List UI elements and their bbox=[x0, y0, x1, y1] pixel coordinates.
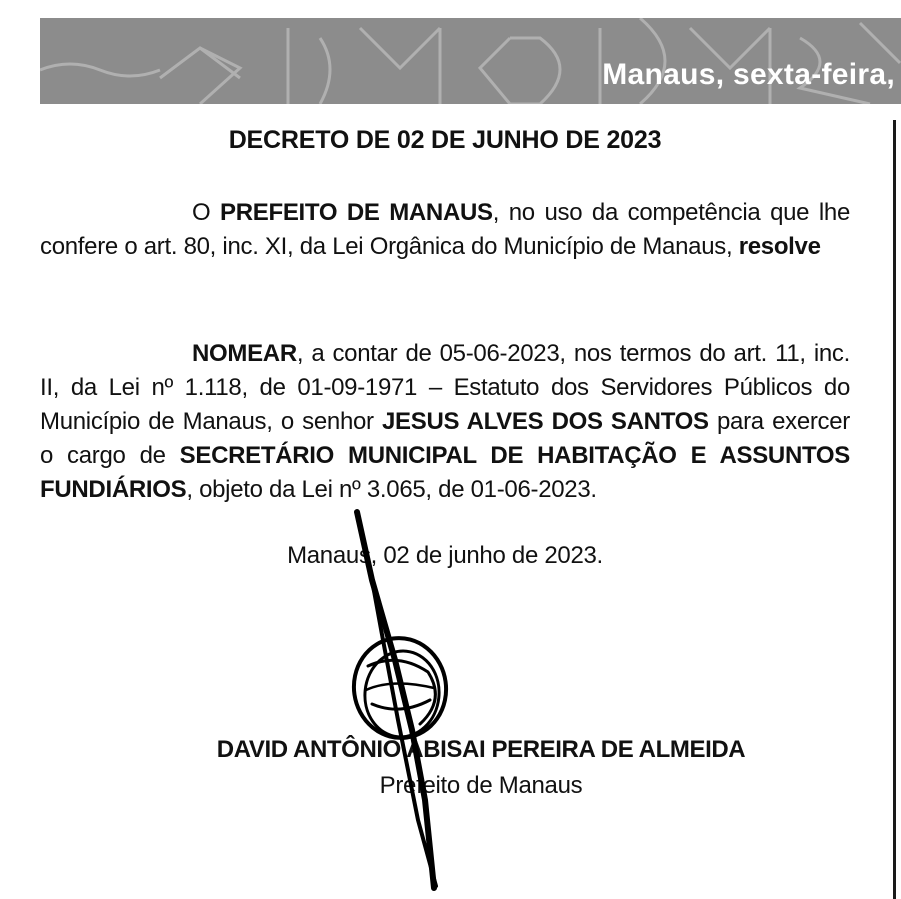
decree-paragraph-2 bbox=[40, 337, 850, 507]
para1-text-2: , no uso da competência que lhe confere o art. 80, inc. XI, da Lei Orgânica do Município de Manaus, bbox=[40, 199, 850, 260]
signatory-role: Prefeito de Manaus bbox=[379, 772, 583, 799]
decree-paragraph-1 bbox=[40, 196, 850, 264]
header-banner bbox=[40, 18, 901, 104]
para1-bold-mayor: PREFEITO DE MANAUS bbox=[220, 199, 493, 226]
banner-date-text: Manaus, sexta-feira, bbox=[602, 58, 895, 91]
decree-title: DECRETO DE 02 DE JUNHO DE 2023 bbox=[228, 126, 662, 154]
signatory-name: DAVID ANTÔNIO ABISAI PEREIRA DE ALMEIDA bbox=[216, 736, 746, 763]
para2-bold-position: SECRETÁRIO MUNICIPAL DE HABITAÇÃO E ASSUNTOS FUNDIÁRIOS bbox=[40, 442, 850, 503]
para2-bold-appointee: JESUS ALVES DOS SANTOS bbox=[382, 408, 709, 435]
date-line: Manaus, 02 de junho de 2023. bbox=[287, 542, 603, 569]
para2-bold-nomear: NOMEAR bbox=[192, 340, 297, 367]
para2-text-1: , a contar de 05-06-2023, nos termos do art. 11, inc. II, da Lei nº 1.118, de 01-09-1971 – Estatuto dos Servidores Públicos do Município de Manaus, o senhor bbox=[40, 340, 850, 435]
para2-text-2: para exercer o cargo de bbox=[40, 408, 850, 469]
para2-text-3: , objeto da Lei nº 3.065, de 01-06-2023. bbox=[186, 476, 597, 503]
para1-text-1: O bbox=[192, 199, 221, 226]
para1-bold-resolve: resolve bbox=[738, 233, 821, 260]
